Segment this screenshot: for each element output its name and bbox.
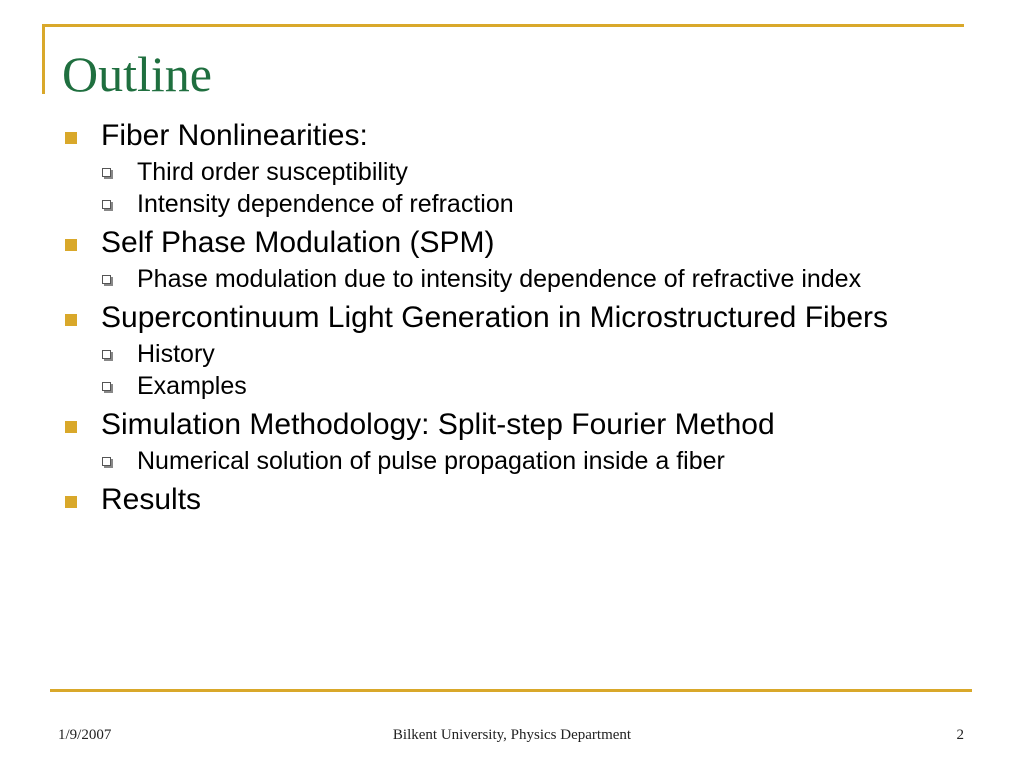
- outline-item: [64, 118, 974, 219]
- footer-date: 1/9/2007: [58, 727, 112, 743]
- outline-item-text: Supercontinuum Light Generation in Microstructured Fibers: [101, 301, 889, 334]
- left-accent-rule: [42, 24, 45, 94]
- outline-item: [64, 482, 974, 517]
- hollow-square-bullet-icon: [102, 275, 111, 284]
- sub-item-text: Phase modulation due to intensity dependence of refractive index: [137, 265, 862, 293]
- square-bullet-icon: [65, 239, 77, 251]
- outline-item: [64, 407, 974, 476]
- sub-item-text: Intensity dependence of refraction: [137, 190, 514, 218]
- sub-item-text: Numerical solution of pulse propagation inside a fiber: [137, 447, 725, 475]
- hollow-square-bullet-icon: [102, 168, 111, 177]
- outline-list: [64, 118, 974, 517]
- outline-item-text: Results: [101, 483, 202, 516]
- hollow-square-bullet-icon: [102, 457, 111, 466]
- sub-item: [101, 339, 974, 369]
- page-number: 2: [956, 727, 964, 743]
- outline-item-text: Fiber Nonlinearities:: [101, 119, 368, 152]
- hollow-square-bullet-icon: [102, 350, 111, 359]
- top-accent-rule: [42, 24, 964, 27]
- sub-item: [101, 371, 974, 401]
- sub-list: [101, 339, 974, 401]
- sub-list: [101, 446, 974, 476]
- sub-item: [101, 264, 974, 294]
- sub-item-text: History: [137, 340, 215, 368]
- outline-item-text: Self Phase Modulation (SPM): [101, 226, 495, 259]
- footer-institution: Bilkent University, Physics Department: [392, 727, 632, 743]
- outline-item-text: Simulation Methodology: Split-step Fourier Method: [101, 408, 775, 441]
- sub-item: [101, 446, 974, 476]
- square-bullet-icon: [65, 496, 77, 508]
- footer-rule: [50, 689, 972, 692]
- outline-item: [64, 300, 974, 401]
- hollow-square-bullet-icon: [102, 382, 111, 391]
- sub-item: [101, 189, 974, 219]
- sub-item: [101, 157, 974, 187]
- slide-title: Outline: [62, 46, 212, 102]
- outline-item: [64, 225, 974, 294]
- sub-item-text: Third order susceptibility: [137, 158, 408, 186]
- square-bullet-icon: [65, 314, 77, 326]
- sub-item-text: Examples: [137, 372, 247, 400]
- hollow-square-bullet-icon: [102, 200, 111, 209]
- square-bullet-icon: [65, 132, 77, 144]
- sub-list: [101, 157, 974, 219]
- square-bullet-icon: [65, 421, 77, 433]
- sub-list: [101, 264, 974, 294]
